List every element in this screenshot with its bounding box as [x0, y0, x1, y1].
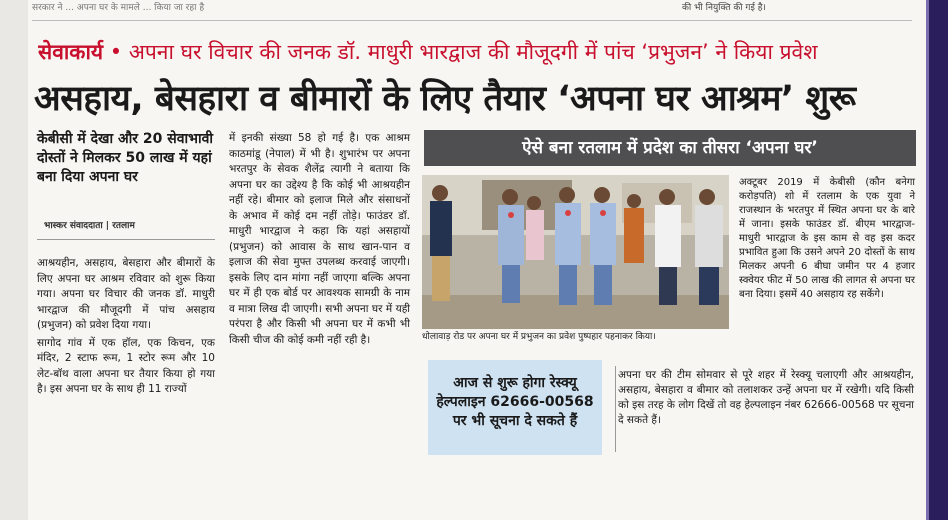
col1-para-1: आश्रयहीन, असहाय, बेसहारा और बीमारों के लिए अपना घर आश्रम रविवार को शुरू किया गया। अपना घर विचार की जनक डॉ. माधुरी भारद्वाज की मौजूदगी में पांच असहाय (प्रभुजन) को प्रवेश दिया गया। [37, 257, 215, 331]
news-photo [422, 175, 729, 329]
kicker [38, 38, 908, 66]
photo-caption: धोलावाड़ रोड पर अपना घर में प्रभुजन का प्रवेश पुष्पहार पहनाकर किया। [422, 332, 656, 342]
helpline-line-2: हेल्पलाइन 62666-00568 [436, 394, 594, 410]
divider [32, 20, 912, 21]
byline-rule [37, 239, 215, 240]
headline: असहाय, बेसहारा व बीमारों के लिए तैयार ‘अपना घर आश्रम’ शुरू [34, 79, 856, 119]
top-strip [32, 0, 912, 14]
edge-bar [929, 0, 948, 520]
helpline-line-3: पर भी सूचना दे सकते हैं [452, 413, 578, 429]
box-divider [615, 366, 616, 452]
helpline-box [428, 360, 602, 455]
kicker-label: सेवाकार्य [38, 40, 104, 64]
helpline-line-1: आज से शुरू होगा रेस्क्यू [453, 375, 577, 391]
column-1 [37, 256, 215, 400]
subhead: केबीसी में देखा और 20 सेवाभावी दोस्तों ने मिलकर 50 लाख में यहां बना दिया अपना घर [37, 131, 213, 185]
column-4: अपना घर की टीम सोमवार से पूरे शहर में रेस्क्यू चलाएगी और आश्रयहीन, असहाय, बेसहारा व बीमार को तलाशकर उन्हें अपना घर में रखेगी। यदि किसी को इस तरह के लोग दिखें तो वह हेल्पलाइन नंबर 62666-00568 पर सूचना दे सकते हैं। [618, 369, 914, 426]
column-3: अक्टूबर 2019 में केबीसी (कौन बनेगा करोड़पति) शो में रतलाम के एक युवा ने राजस्थान के भरतपुर में स्थित अपना घर के बारे में जाना। इसके फाउंडर डॉ. बीएम भारद्वाज-माधुरी भारद्वाज के इस काम से वह इस कदर प्रभावित हुआ कि उसने अपने 20 दोस्तों के साथ मिलकर अपनी 6 बीघा जमीन पर 4 हजार स्क्वेयर फीट में 50 लाख की लागत से अपना घर बना दिया। इसमें 40 असहाय रह सकेंगे। [739, 177, 915, 300]
column-2 [229, 131, 410, 350]
top-right-text: की भी नियुक्ति की गई है। [682, 3, 766, 13]
top-left-text: सरकार ने ... अपना घर के मामले ... किया जा रहा है [32, 3, 205, 13]
kicker-text: अपना घर विचार की जनक डॉ. माधुरी भारद्वाज की मौजूदगी में पांच ‘प्रभुजन’ ने किया प्रवेश [128, 40, 818, 64]
col1-para-2: सागोद गांव में एक हॉल, एक किचन, एक मंदिर, 2 स्टाफ रूम, 1 स्टोर रूम और 10 लेट-बॉथ वाला अपना घर तैयार किया हो गया है। इस अपना घर के साथ ही 11 राज्यों [37, 336, 215, 395]
kicker-bullet: • [109, 40, 123, 64]
byline: भास्कर संवाददाता | रतलाम [44, 221, 135, 231]
section-banner: ऐसे बना रतलाम में प्रदेश का तीसरा ‘अपना घर’ [424, 130, 916, 166]
photo-illustration [422, 175, 729, 329]
col2-para-1: में इनकी संख्या 58 हो गई है। एक आश्रम काठमांडू (नेपाल) में भी है। शुभारंभ पर अपना भरतपुर के सेवक शैलेंद्र त्यागी ने बताया कि अपना घर का उद्देश्य है कि कोई भी आश्रयहीन नहीं रहे। बीमार को इलाज मिले और संसाधनों के अभाव में कोई दम नहीं तोड़े। फाउंडर डॉ. माधुरी भारद्वाज ने कहा कि यहां असहायों (प्रभुजन) को आवास के साथ खान-पान व इलाज की सेवा मुफ्त उपलब्ध करवाई जाएगी। इसके लिए दान मांगा नहीं जाएगा बल्कि अपना घर में ही एक बोर्ड पर आवश्यक सामग्री के नाम व मात्रा लिख दी जाएगी। सभी अपना घर में यही परंपरा है और किसी भी अपना घर में कभी भी किसी चीज की कोई कमी नहीं रही है। [229, 132, 410, 346]
